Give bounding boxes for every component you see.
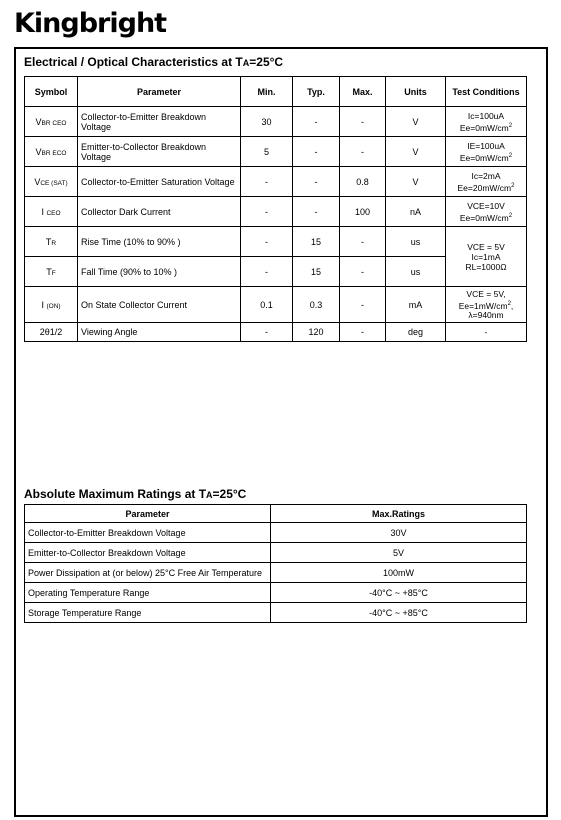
parameter-cell: Collector-to-Emitter Breakdown Voltage bbox=[78, 107, 241, 137]
min-cell: 5 bbox=[241, 137, 293, 167]
typ-cell: - bbox=[293, 107, 340, 137]
typ-cell: 15 bbox=[293, 257, 340, 287]
parameter-cell: Viewing Angle bbox=[78, 323, 241, 342]
table-header-row bbox=[25, 505, 527, 523]
typ-cell: 0.3 bbox=[293, 287, 340, 323]
parameter-cell: Storage Temperature Range bbox=[25, 603, 271, 623]
col-header-parameter: Parameter bbox=[78, 77, 241, 107]
min-cell: - bbox=[241, 257, 293, 287]
rating-cell: 30V bbox=[271, 523, 527, 543]
test-conditions-cell: IE=100uA $Ee=0mW/cm^2$ bbox=[446, 137, 527, 167]
min-cell: 0.1 bbox=[241, 287, 293, 323]
table-row bbox=[25, 563, 527, 583]
typ-cell: - bbox=[293, 137, 340, 167]
table-row bbox=[25, 323, 527, 342]
parameter-cell: Collector-to-Emitter Breakdown Voltage bbox=[25, 523, 271, 543]
max-cell: - bbox=[340, 323, 386, 342]
symbol-cell: 2θ1/2 bbox=[25, 323, 78, 342]
col-header-symbol: Symbol bbox=[25, 77, 78, 107]
min-cell: - bbox=[241, 227, 293, 257]
table-row bbox=[25, 137, 527, 167]
electrical-characteristics-table bbox=[24, 76, 527, 342]
parameter-cell: Fall Time (90% to 10% ) bbox=[78, 257, 241, 287]
max-cell: - bbox=[340, 227, 386, 257]
rating-cell: -40°C ~ +85°C bbox=[271, 583, 527, 603]
table-header-row bbox=[25, 77, 527, 107]
symbol-cell: TF bbox=[25, 257, 78, 287]
symbol-cell: I CEO bbox=[25, 197, 78, 227]
min-cell: 30 bbox=[241, 107, 293, 137]
symbol-cell: VCE (SAT) bbox=[25, 167, 78, 197]
table-row bbox=[25, 523, 527, 543]
test-conditions-cell: VCE = 5V, $Ee=1mW/cm^2$, λ=940nm bbox=[446, 287, 527, 323]
test-conditions-cell: Ic=100uA $Ee=0mW/cm^2$ bbox=[446, 107, 527, 137]
max-cell: - bbox=[340, 287, 386, 323]
typ-cell: - bbox=[293, 167, 340, 197]
table-row bbox=[25, 287, 527, 323]
parameter-cell: Operating Temperature Range bbox=[25, 583, 271, 603]
min-cell: - bbox=[241, 167, 293, 197]
col-header-min: Min. bbox=[241, 77, 293, 107]
col-header-units: Units bbox=[386, 77, 446, 107]
absolute-max-ratings-table bbox=[24, 504, 527, 623]
units-cell: us bbox=[386, 227, 446, 257]
typ-cell: 15 bbox=[293, 227, 340, 257]
units-cell: deg bbox=[386, 323, 446, 342]
table-row bbox=[25, 603, 527, 623]
brand-logo: Kingbright bbox=[14, 8, 167, 39]
test-conditions-cell: - bbox=[446, 323, 527, 342]
parameter-cell: Power Dissipation at (or below) 25°C Free Air Temperature bbox=[25, 563, 271, 583]
units-cell: V bbox=[386, 137, 446, 167]
units-cell: us bbox=[386, 257, 446, 287]
units-cell: mA bbox=[386, 287, 446, 323]
table-row bbox=[25, 227, 527, 257]
parameter-cell: Collector Dark Current bbox=[78, 197, 241, 227]
min-cell: - bbox=[241, 323, 293, 342]
test-conditions-cell: Ic=2mA $Ee=20mW/cm^2$ bbox=[446, 167, 527, 197]
col-header-max: Max. bbox=[340, 77, 386, 107]
max-cell: 0.8 bbox=[340, 167, 386, 197]
rating-cell: 5V bbox=[271, 543, 527, 563]
symbol-cell: VBR CEO bbox=[25, 107, 78, 137]
col-header-test-conditions: Test Conditions bbox=[446, 77, 527, 107]
symbol-cell: VBR ECO bbox=[25, 137, 78, 167]
table-row bbox=[25, 583, 527, 603]
section-title-absolute-max: Absolute Maximum Ratings at TA=25°C bbox=[24, 487, 247, 501]
units-cell: nA bbox=[386, 197, 446, 227]
max-cell: - bbox=[340, 257, 386, 287]
rating-cell: 100mW bbox=[271, 563, 527, 583]
parameter-cell: Collector-to-Emitter Saturation Voltage bbox=[78, 167, 241, 197]
min-cell: - bbox=[241, 197, 293, 227]
typ-cell: - bbox=[293, 197, 340, 227]
rating-cell: -40°C ~ +85°C bbox=[271, 603, 527, 623]
typ-cell: 120 bbox=[293, 323, 340, 342]
table-row bbox=[25, 167, 527, 197]
parameter-cell: Emitter-to-Collector Breakdown Voltage bbox=[25, 543, 271, 563]
test-conditions-cell-shared: VCE = 5V Ic=1mA RL=1000Ω bbox=[446, 227, 527, 287]
col-header-max-ratings: Max.Ratings bbox=[271, 505, 527, 523]
section-title-electrical: Electrical / Optical Characteristics at TA=25°C bbox=[24, 55, 284, 69]
symbol-cell: I (ON) bbox=[25, 287, 78, 323]
table-row bbox=[25, 107, 527, 137]
col-header-parameter: Parameter bbox=[25, 505, 271, 523]
symbol-cell: TR bbox=[25, 227, 78, 257]
table-row bbox=[25, 543, 527, 563]
max-cell: - bbox=[340, 137, 386, 167]
parameter-cell: On State Collector Current bbox=[78, 287, 241, 323]
units-cell: V bbox=[386, 167, 446, 197]
units-cell: V bbox=[386, 107, 446, 137]
max-cell: 100 bbox=[340, 197, 386, 227]
test-conditions-cell: VCE=10V $Ee=0mW/cm^2$ bbox=[446, 197, 527, 227]
col-header-typ: Typ. bbox=[293, 77, 340, 107]
table-row bbox=[25, 197, 527, 227]
parameter-cell: Emitter-to-Collector Breakdown Voltage bbox=[78, 137, 241, 167]
max-cell: - bbox=[340, 107, 386, 137]
parameter-cell: Rise Time (10% to 90% ) bbox=[78, 227, 241, 257]
